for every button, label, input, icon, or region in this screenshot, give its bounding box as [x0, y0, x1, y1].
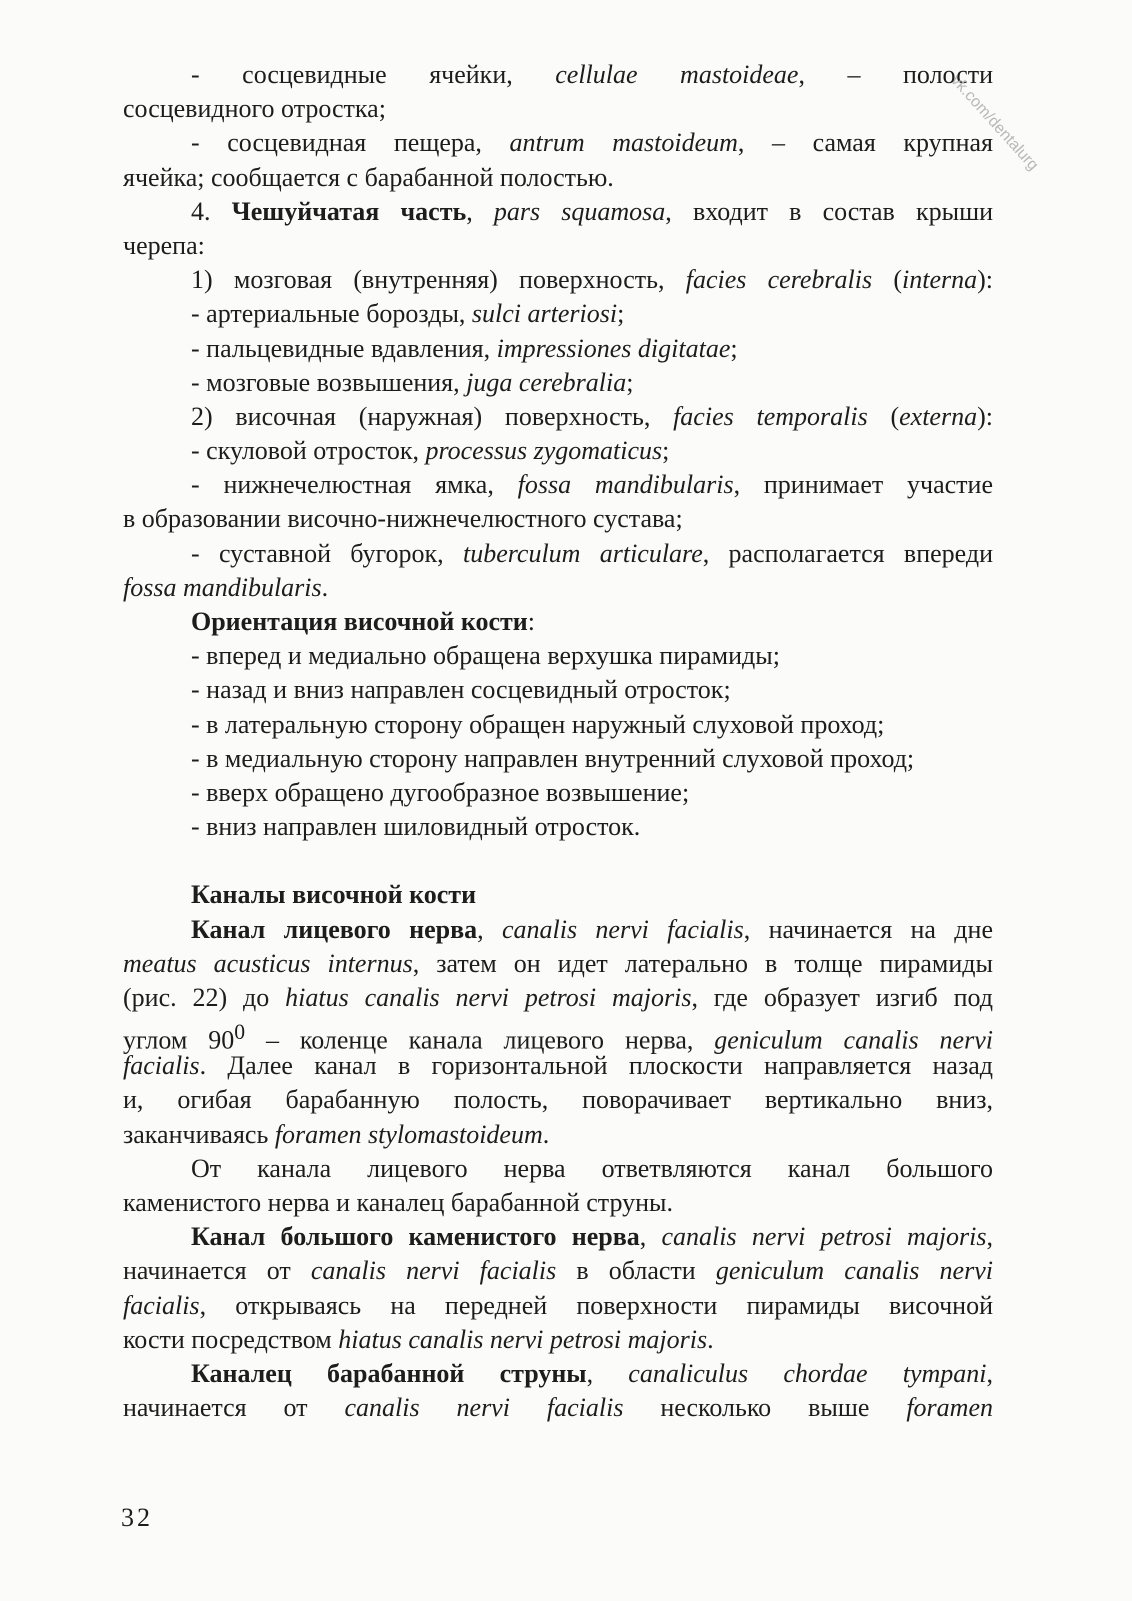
blank-line — [123, 844, 993, 878]
text-line: 2) височная (наружная) поверхность, facies temporalis (externa): — [191, 401, 993, 431]
text-line: - в латеральную сторону обращен наружный слуховой проход; — [191, 709, 885, 739]
text-line: fossa mandibularis. — [123, 572, 329, 602]
text-line: - назад и вниз направлен сосцевидный отросток; — [191, 675, 731, 705]
text-line: - мозговые возвышения, juga cerebralia; — [191, 367, 634, 397]
text-line: углом $90^0$ – коленце канала лицевого нерва, geniculum canalis nervi — [123, 1020, 993, 1055]
text-line: - нижнечелюстная ямка, fossa mandibularis, принимает участие — [191, 470, 993, 500]
text-line: 1) мозговая (внутренняя) поверхность, facies cerebralis (interna): — [191, 265, 993, 295]
text-line: Каналы височной кости — [191, 880, 477, 910]
text-line: Канал большого каменистого нерва, canalis nervi petrosi majoris, — [191, 1222, 994, 1252]
text-line: - сосцевидные ячейки, cellulae mastoideae, – полости — [191, 60, 994, 89]
text-line: - скуловой отросток, processus zygomaticus; — [191, 436, 670, 466]
text-line: каменистого нерва и каналец барабанной струны. — [123, 1188, 673, 1217]
text-line: начинается от canalis nervi facialis несколько выше foramen — [123, 1393, 993, 1423]
text-line: - сосцевидная пещера, antrum mastoideum, – самая крупная — [191, 128, 993, 158]
page-body — [123, 58, 993, 1425]
text-line: - вперед и медиально обращена верхушка пирамиды; — [191, 641, 780, 671]
text-line: черепа: — [123, 230, 205, 260]
text-line: заканчиваясь foramen stylomastoideum. — [123, 1119, 550, 1149]
text-line: 4. Чешуйчатая часть, pars squamosa, входит в состав крыши — [191, 196, 993, 226]
text-line: начинается от canalis nervi facialis в области geniculum canalis nervi — [123, 1256, 993, 1286]
text-line: и, огибая барабанную полость, поворачивает вертикально вниз, — [123, 1085, 993, 1115]
text-line: - пальцевидные вдавления, impressiones digitatae; — [191, 333, 738, 363]
text-line: facialis, открываясь на передней поверхности пирамиды височной — [123, 1290, 993, 1320]
text-line: - артериальные борозды, sulci arteriosi; — [191, 299, 625, 329]
text-line: ячейка; сообщается с барабанной полостью. — [123, 162, 614, 192]
text-line: meatus acusticus internus, затем он идет латерально в толще пирамиды — [123, 948, 993, 978]
text-line: facialis. Далее канал в горизонтальной плоскости направляется назад — [123, 1051, 993, 1081]
text-line: - суставной бугорок, tuberculum articulare, располагается впереди — [191, 538, 994, 568]
page-number: 32 — [121, 1503, 153, 1532]
text-line: От канала лицевого нерва ответвляются канал большого — [191, 1153, 993, 1183]
text-line: (рис. 22) до hiatus canalis nervi petrosi majoris, где образует изгиб под — [123, 982, 994, 1012]
text-line: Каналец барабанной струны, canaliculus chordae tympani, — [191, 1358, 993, 1388]
text-line: сосцевидного отростка; — [123, 94, 386, 124]
text-line: Канал лицевого нерва, canalis nervi facialis, начинается на дне — [191, 914, 993, 944]
text-line: - в медиальную сторону направлен внутренний слуховой проход; — [191, 743, 915, 773]
text-line: в образовании височно-нижнечелюстного сустава; — [123, 504, 683, 534]
text-line: - вверх обращено дугообразное возвышение; — [191, 777, 690, 807]
text-line: кости посредством hiatus canalis nervi petrosi majoris. — [123, 1324, 714, 1354]
text-line: Ориентация височной кости: — [191, 607, 535, 636]
watermark: vk.com/dentalurg — [947, 72, 1042, 174]
text-line: - вниз направлен шиловидный отросток. — [191, 812, 641, 842]
